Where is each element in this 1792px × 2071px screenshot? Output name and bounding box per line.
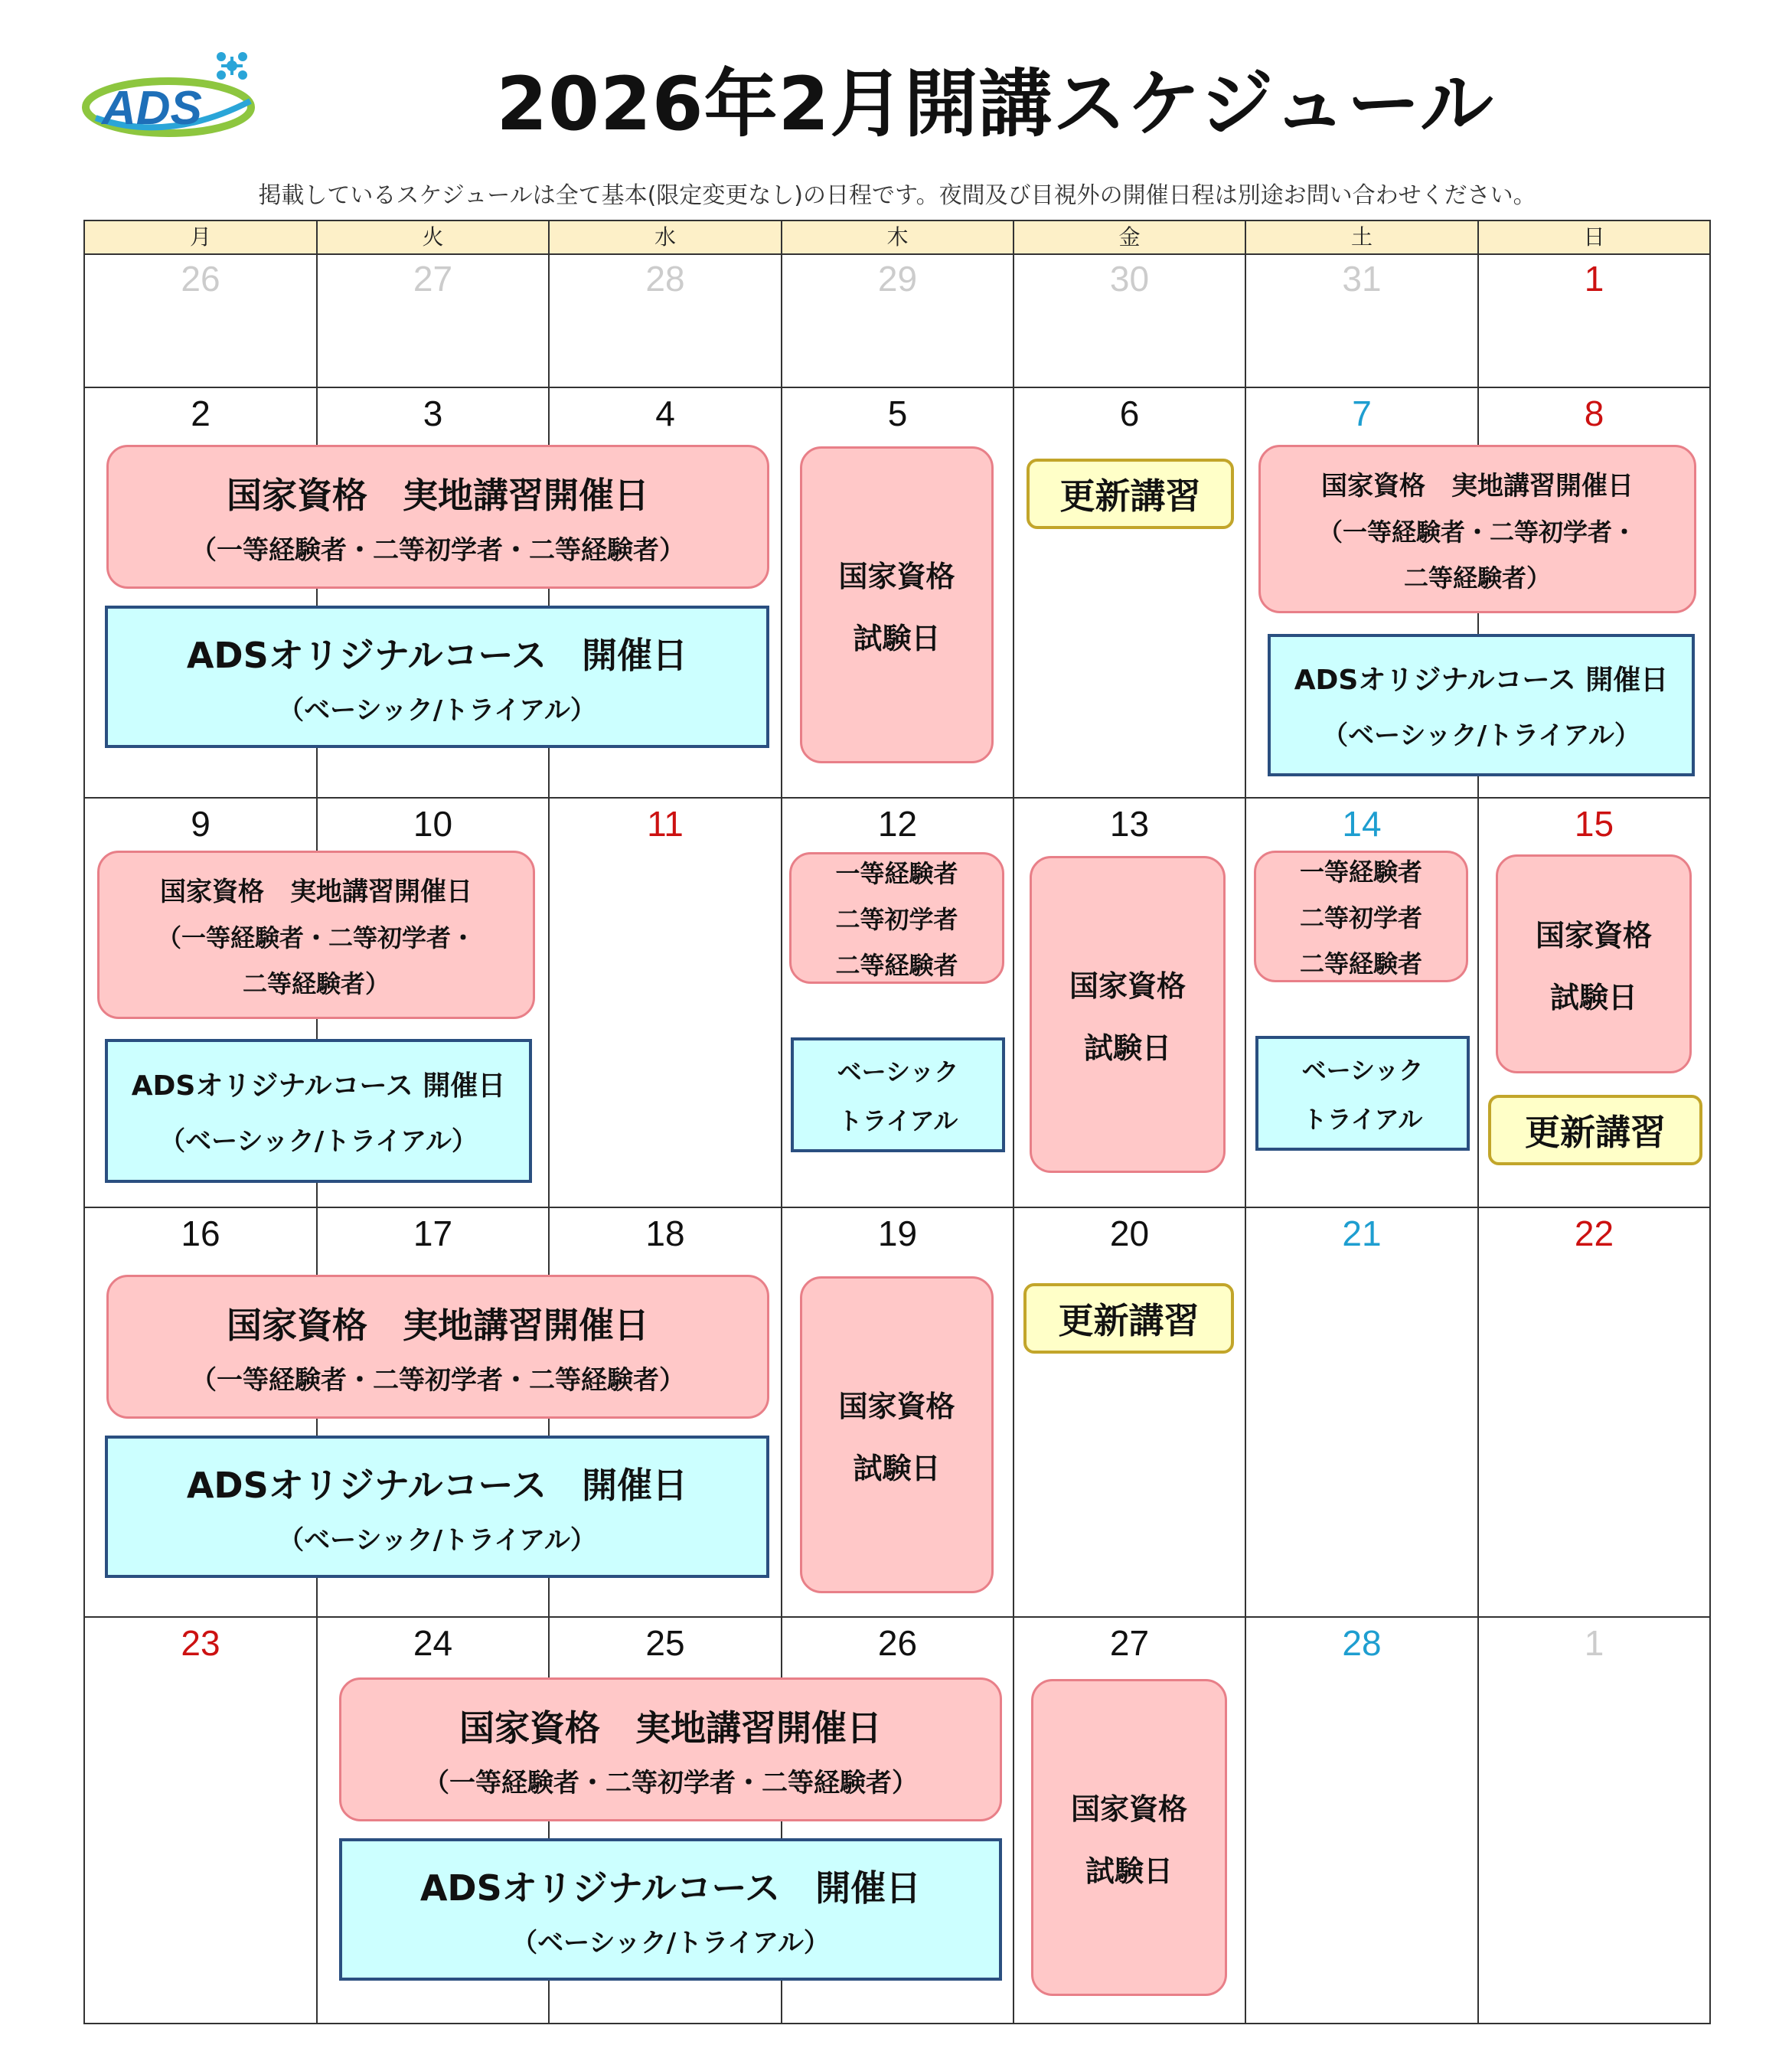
event-renewal-w2[interactable]: 更新講習 (1027, 459, 1234, 529)
weekday-thu: 木 (782, 221, 1014, 253)
day-number: 23 (181, 1623, 220, 1663)
weekday-wed: 水 (550, 221, 782, 253)
day-cell[interactable] (318, 253, 550, 387)
day-number: 11 (647, 804, 684, 844)
day-cell[interactable] (1479, 1618, 1709, 2024)
event-thu-course-w3[interactable]: ベーシック トライアル (791, 1037, 1005, 1152)
event-practical-w4[interactable]: 国家資格 実地講習開催日 （一等経験者・二等初学者・二等経験者） (106, 1275, 769, 1419)
day-number: 20 (1109, 1214, 1150, 1253)
day-cell[interactable] (85, 1618, 318, 2024)
page-title: 2026年2月開講スケジュール (496, 61, 1494, 147)
day-number: 14 (1342, 804, 1382, 844)
weekday-sun: 日 (1583, 224, 1605, 250)
day-number: 3 (423, 394, 443, 433)
day-number: 28 (645, 259, 685, 299)
weekday-mon: 月 (85, 221, 318, 253)
day-number: 4 (655, 394, 675, 433)
day-cell[interactable] (782, 253, 1014, 387)
day-number: 18 (645, 1214, 685, 1253)
event-exam-w2[interactable]: 国家資格 試験日 (800, 446, 994, 763)
event-ads-course-w5[interactable]: ADSオリジナルコース 開催日 （ベーシック/トライアル） (339, 1838, 1002, 1981)
day-number: 9 (191, 804, 211, 844)
day-number: 26 (877, 1623, 918, 1663)
day-number: 26 (181, 259, 220, 299)
day-number: 29 (877, 259, 918, 299)
day-cell[interactable] (1479, 1208, 1709, 1616)
calendar (83, 220, 1711, 2024)
event-practical-w5[interactable]: 国家資格 実地講習開催日 （一等経験者・二等初学者・二等経験者） (339, 1677, 1002, 1821)
day-number: 8 (1584, 394, 1604, 433)
event-ads-course-w2[interactable]: ADSオリジナルコース 開催日 （ベーシック/トライアル） (105, 606, 769, 748)
weekday-tue: 火 (318, 221, 550, 253)
day-number: 24 (413, 1623, 453, 1663)
day-number: 15 (1574, 804, 1614, 844)
ads-logo (80, 47, 264, 147)
event-thu-types-w3[interactable]: 一等経験者 二等初学者 二等経験者 (789, 852, 1004, 984)
weekday-fri: 金 (1014, 221, 1246, 253)
day-number: 13 (1109, 804, 1150, 844)
day-number: 27 (1109, 1623, 1150, 1663)
day-cell[interactable] (1246, 1618, 1479, 2024)
event-practical-w3[interactable]: 国家資格 実地講習開催日 （一等経験者・二等初学者・ 二等経験者） (97, 851, 535, 1019)
day-number: 28 (1342, 1623, 1382, 1663)
event-ads-course-w4[interactable]: ADSオリジナルコース 開催日 （ベーシック/トライアル） (105, 1436, 769, 1578)
day-number: 25 (645, 1623, 685, 1663)
day-number: 31 (1342, 259, 1382, 299)
event-exam-w5[interactable]: 国家資格 試験日 (1031, 1679, 1227, 1996)
event-sat-types-w3[interactable]: 一等経験者 二等初学者 二等経験者 (1254, 851, 1468, 982)
day-cell[interactable] (1014, 253, 1246, 387)
day-number: 10 (413, 804, 453, 844)
event-practical-weekend-w2[interactable]: 国家資格 実地講習開催日 （一等経験者・二等初学者・ 二等経験者） (1258, 445, 1696, 613)
day-number: 22 (1574, 1214, 1614, 1253)
event-renewal-w3[interactable]: 更新講習 (1488, 1095, 1702, 1165)
day-number: 30 (1109, 259, 1150, 299)
day-number: 16 (181, 1214, 220, 1253)
event-renewal-w4[interactable]: 更新講習 (1023, 1283, 1234, 1354)
day-cell[interactable] (1246, 253, 1479, 387)
day-number: 1 (1584, 259, 1604, 299)
weekday-header (83, 220, 1711, 255)
day-cell[interactable] (1479, 253, 1709, 387)
weekday-sat: 土 (1246, 221, 1479, 253)
day-number: 7 (1352, 394, 1372, 433)
event-practical-w2[interactable]: 国家資格 実地講習開催日 （一等経験者・二等初学者・二等経験者） (106, 445, 769, 589)
schedule-notice: 掲載しているスケジュールは全て基本(限定変更なし)の日程です。夜間及び目視外の開催日程は別途お問い合わせください。 (258, 182, 1536, 209)
week-row (85, 253, 1709, 387)
event-ads-course-weekend-w2[interactable]: ADSオリジナルコース 開催日 （ベーシック/トライアル） (1268, 634, 1695, 776)
day-number: 27 (413, 259, 453, 299)
day-number: 12 (877, 804, 918, 844)
event-ads-course-w3[interactable]: ADSオリジナルコース 開催日 （ベーシック/トライアル） (105, 1039, 532, 1183)
day-number: 17 (413, 1214, 453, 1253)
day-cell[interactable] (1014, 1208, 1246, 1616)
day-cell[interactable] (1246, 1208, 1479, 1616)
day-cell[interactable] (1014, 388, 1246, 797)
day-number: 5 (887, 394, 908, 433)
event-exam-w3[interactable]: 国家資格 試験日 (1030, 856, 1226, 1173)
day-cell[interactable] (550, 253, 782, 387)
day-number: 21 (1342, 1214, 1382, 1253)
event-exam-w4[interactable]: 国家資格 試験日 (800, 1276, 994, 1593)
svg-text:ADS: ADS (102, 82, 202, 135)
day-number: 2 (191, 394, 211, 433)
event-sat-course-w3[interactable]: ベーシック トライアル (1255, 1036, 1470, 1151)
day-number: 1 (1584, 1623, 1604, 1663)
event-exam-sun-w3[interactable]: 国家資格 試験日 (1496, 854, 1692, 1073)
day-cell[interactable] (550, 799, 782, 1207)
day-cell[interactable] (85, 253, 318, 387)
day-number: 6 (1119, 394, 1140, 433)
day-number: 19 (877, 1214, 918, 1253)
